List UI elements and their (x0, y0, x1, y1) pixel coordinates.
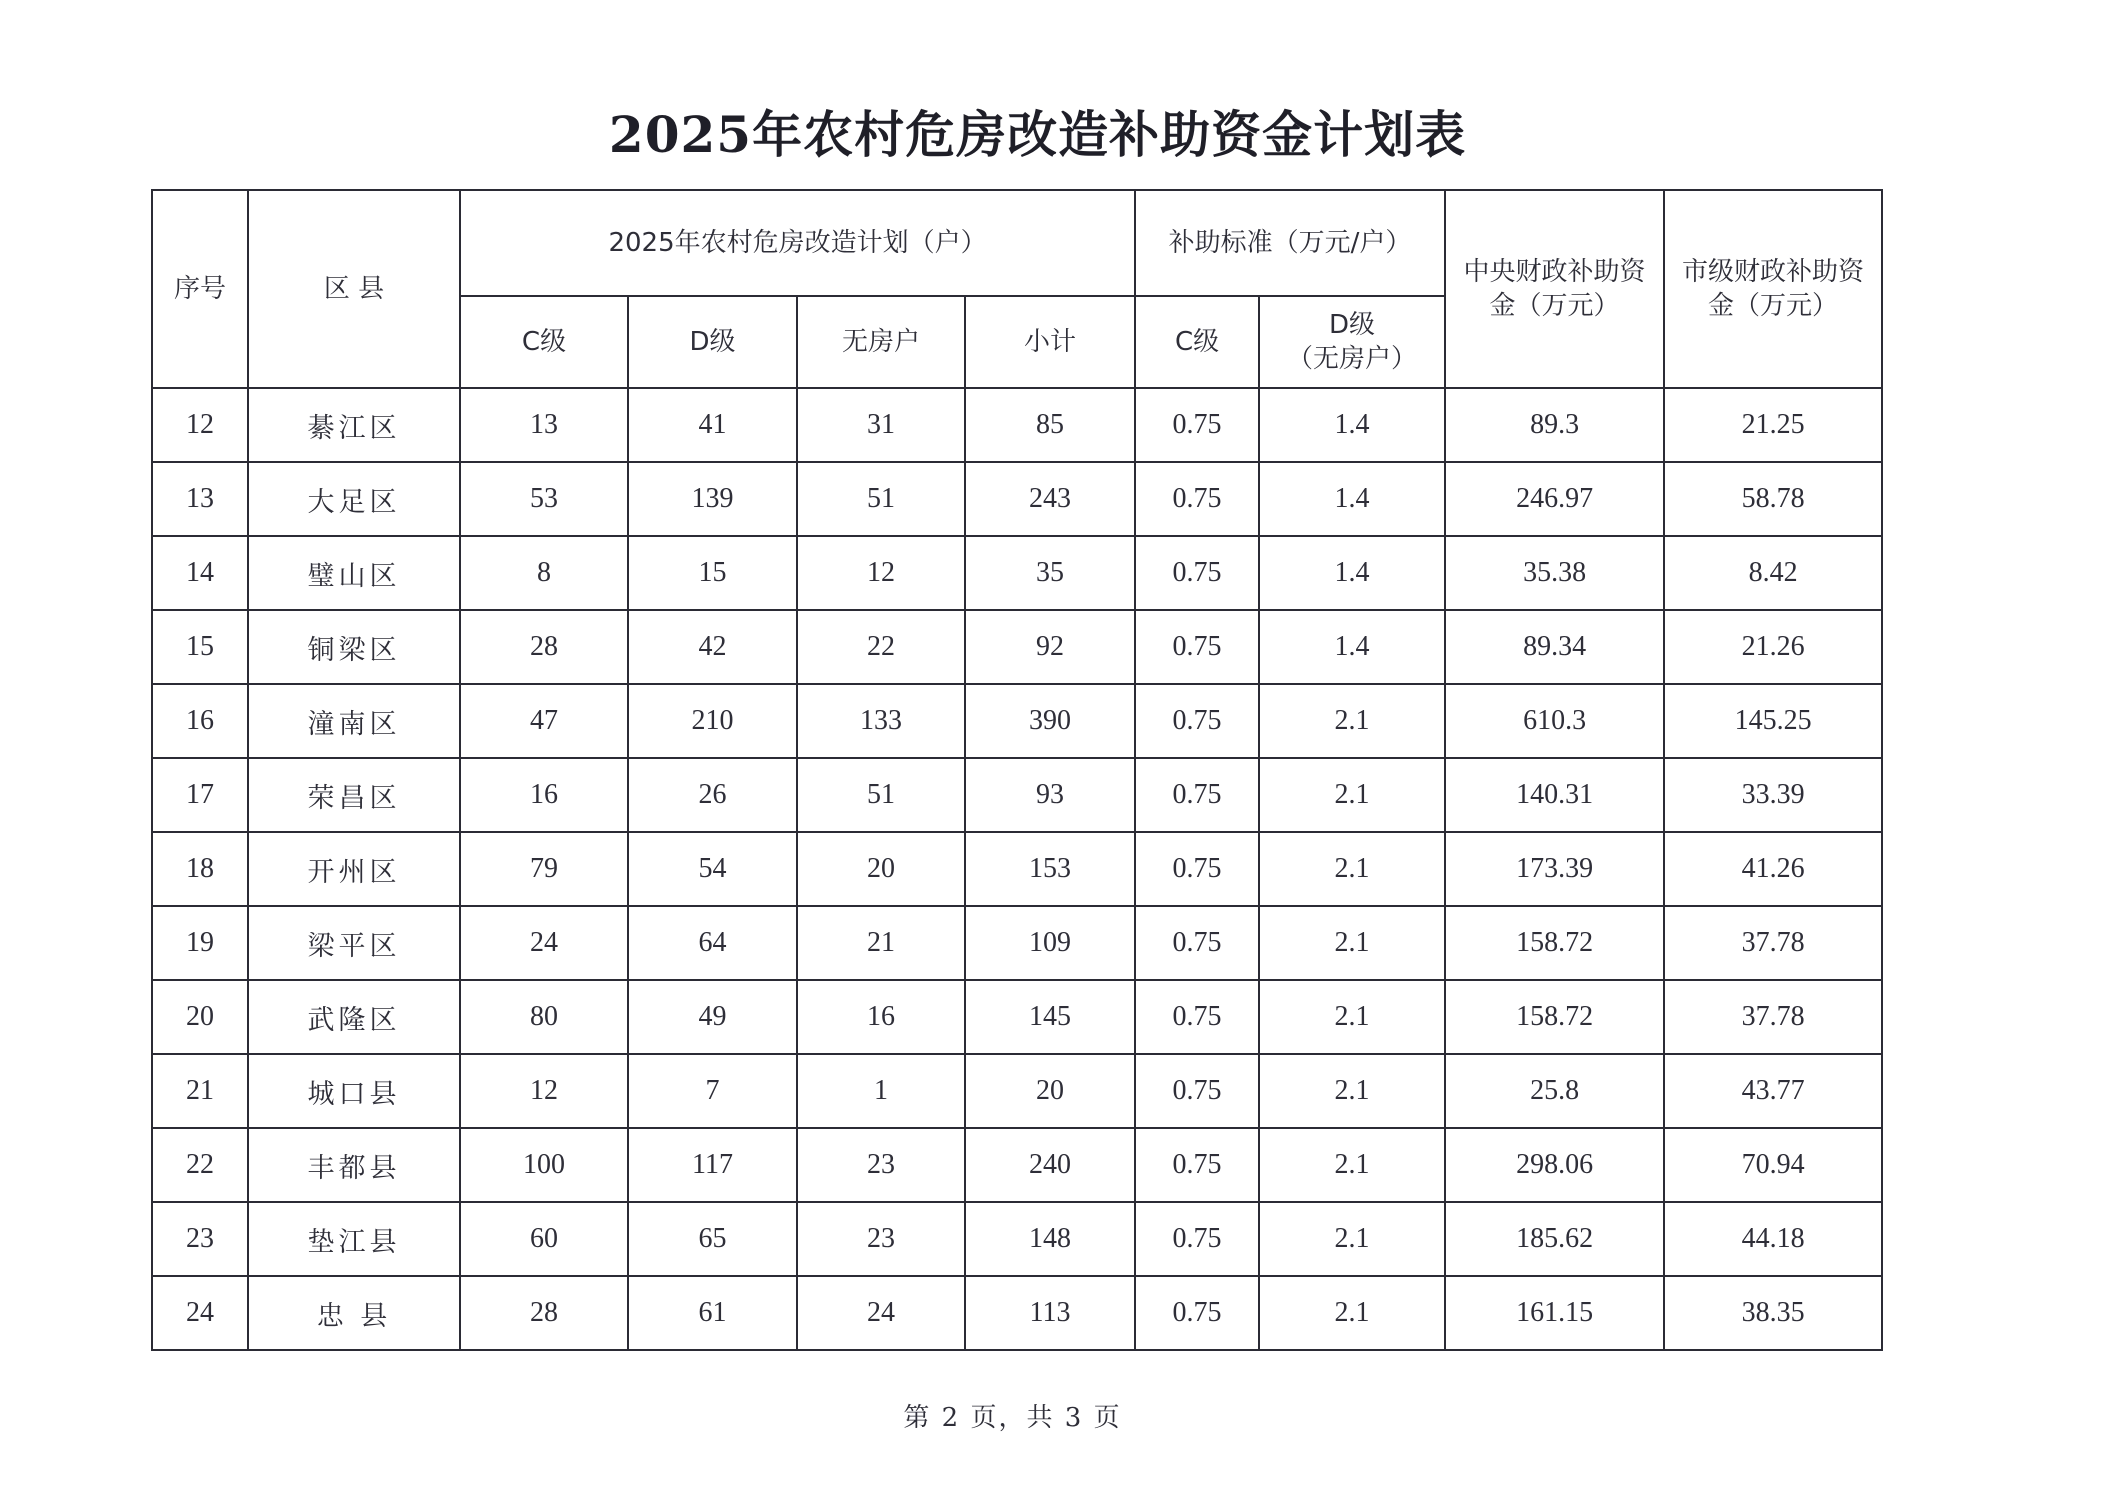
cell-subtotal: 85 (965, 388, 1135, 462)
cell-seq: 20 (152, 980, 248, 1054)
cell-std-c: 0.75 (1135, 610, 1259, 684)
cell-district: 潼南区 (248, 684, 460, 758)
cell-std-d: 2.1 (1259, 980, 1445, 1054)
cell-seq: 22 (152, 1128, 248, 1202)
cell-central: 89.3 (1445, 388, 1664, 462)
cell-seq: 21 (152, 1054, 248, 1128)
table-row (152, 980, 1882, 1054)
cell-c-grade: 60 (460, 1202, 628, 1276)
cell-central: 161.15 (1445, 1276, 1664, 1350)
header-central-line1: 中央财政补助资 (1463, 257, 1646, 287)
cell-std-c: 0.75 (1135, 462, 1259, 536)
cell-c-grade: 100 (460, 1128, 628, 1202)
cell-std-c: 0.75 (1135, 388, 1259, 462)
cell-no-house: 23 (797, 1128, 965, 1202)
cell-central: 158.72 (1445, 980, 1664, 1054)
subsidy-plan-table (151, 189, 1883, 1351)
header-central-subsidy (1445, 190, 1664, 388)
header-standard-group: 补助标准（万元/户） (1135, 190, 1445, 296)
table-row (152, 832, 1882, 906)
cell-municipal: 44.18 (1664, 1202, 1882, 1276)
cell-d-grade: 26 (628, 758, 797, 832)
cell-d-grade: 7 (628, 1054, 797, 1128)
cell-d-grade: 139 (628, 462, 797, 536)
cell-no-house: 133 (797, 684, 965, 758)
header-municipal-line1: 市级财政补助资 (1682, 257, 1865, 287)
cell-std-c: 0.75 (1135, 906, 1259, 980)
cell-c-grade: 79 (460, 832, 628, 906)
cell-c-grade: 16 (460, 758, 628, 832)
cell-municipal: 21.26 (1664, 610, 1882, 684)
page-footer: 第 2 页，共 3 页 (903, 1403, 1122, 1433)
cell-seq: 23 (152, 1202, 248, 1276)
cell-district: 忠 县 (248, 1276, 460, 1350)
cell-d-grade: 15 (628, 536, 797, 610)
cell-std-c: 0.75 (1135, 536, 1259, 610)
cell-seq: 19 (152, 906, 248, 980)
cell-no-house: 31 (797, 388, 965, 462)
cell-seq: 24 (152, 1276, 248, 1350)
cell-subtotal: 153 (965, 832, 1135, 906)
cell-std-d: 2.1 (1259, 758, 1445, 832)
cell-seq: 13 (152, 462, 248, 536)
cell-district: 璧山区 (248, 536, 460, 610)
cell-d-grade: 42 (628, 610, 797, 684)
cell-subtotal: 93 (965, 758, 1135, 832)
header-no-house: 无房户 (797, 296, 965, 388)
cell-district: 武隆区 (248, 980, 460, 1054)
cell-d-grade: 61 (628, 1276, 797, 1350)
cell-subtotal: 109 (965, 906, 1135, 980)
cell-district: 丰都县 (248, 1128, 460, 1202)
header-plan-group: 2025年农村危房改造计划（户） (460, 190, 1135, 296)
cell-no-house: 16 (797, 980, 965, 1054)
cell-municipal: 70.94 (1664, 1128, 1882, 1202)
cell-no-house: 51 (797, 462, 965, 536)
table-row (152, 684, 1882, 758)
cell-no-house: 1 (797, 1054, 965, 1128)
table-row (152, 1202, 1882, 1276)
cell-std-d: 1.4 (1259, 462, 1445, 536)
cell-no-house: 24 (797, 1276, 965, 1350)
header-std-d-line1: D级 (1329, 310, 1376, 340)
header-district: 区 县 (248, 190, 460, 388)
cell-district: 荣昌区 (248, 758, 460, 832)
cell-no-house: 22 (797, 610, 965, 684)
cell-district: 大足区 (248, 462, 460, 536)
cell-central: 246.97 (1445, 462, 1664, 536)
cell-municipal: 41.26 (1664, 832, 1882, 906)
table-row (152, 1128, 1882, 1202)
cell-district: 开州区 (248, 832, 460, 906)
cell-municipal: 37.78 (1664, 980, 1882, 1054)
cell-no-house: 12 (797, 536, 965, 610)
cell-subtotal: 35 (965, 536, 1135, 610)
cell-std-c: 0.75 (1135, 1054, 1259, 1128)
cell-central: 89.34 (1445, 610, 1664, 684)
cell-municipal: 8.42 (1664, 536, 1882, 610)
cell-std-d: 2.1 (1259, 684, 1445, 758)
cell-std-d: 2.1 (1259, 1276, 1445, 1350)
cell-std-c: 0.75 (1135, 1276, 1259, 1350)
cell-subtotal: 92 (965, 610, 1135, 684)
cell-c-grade: 24 (460, 906, 628, 980)
cell-district: 铜梁区 (248, 610, 460, 684)
cell-district: 綦江区 (248, 388, 460, 462)
header-c-grade: C级 (460, 296, 628, 388)
cell-c-grade: 28 (460, 610, 628, 684)
table-row (152, 610, 1882, 684)
cell-std-c: 0.75 (1135, 832, 1259, 906)
header-std-d (1259, 296, 1445, 388)
cell-std-c: 0.75 (1135, 758, 1259, 832)
cell-d-grade: 65 (628, 1202, 797, 1276)
table-row (152, 1054, 1882, 1128)
cell-municipal: 145.25 (1664, 684, 1882, 758)
cell-subtotal: 20 (965, 1054, 1135, 1128)
cell-district: 垫江县 (248, 1202, 460, 1276)
cell-std-d: 2.1 (1259, 906, 1445, 980)
cell-c-grade: 80 (460, 980, 628, 1054)
cell-std-c: 0.75 (1135, 980, 1259, 1054)
cell-std-c: 0.75 (1135, 684, 1259, 758)
cell-d-grade: 117 (628, 1128, 797, 1202)
cell-district: 梁平区 (248, 906, 460, 980)
cell-seq: 17 (152, 758, 248, 832)
table-row (152, 906, 1882, 980)
header-subtotal: 小计 (965, 296, 1135, 388)
cell-municipal: 21.25 (1664, 388, 1882, 462)
cell-subtotal: 240 (965, 1128, 1135, 1202)
cell-std-d: 1.4 (1259, 536, 1445, 610)
cell-municipal: 43.77 (1664, 1054, 1882, 1128)
cell-seq: 15 (152, 610, 248, 684)
table-row (152, 462, 1882, 536)
cell-std-d: 2.1 (1259, 1128, 1445, 1202)
cell-d-grade: 54 (628, 832, 797, 906)
cell-central: 610.3 (1445, 684, 1664, 758)
cell-central: 140.31 (1445, 758, 1664, 832)
cell-std-c: 0.75 (1135, 1128, 1259, 1202)
table-row (152, 388, 1882, 462)
cell-c-grade: 8 (460, 536, 628, 610)
cell-central: 185.62 (1445, 1202, 1664, 1276)
cell-municipal: 38.35 (1664, 1276, 1882, 1350)
cell-municipal: 37.78 (1664, 906, 1882, 980)
cell-subtotal: 148 (965, 1202, 1135, 1276)
cell-central: 158.72 (1445, 906, 1664, 980)
cell-no-house: 20 (797, 832, 965, 906)
cell-d-grade: 49 (628, 980, 797, 1054)
cell-no-house: 51 (797, 758, 965, 832)
table-row (152, 1276, 1882, 1350)
cell-central: 298.06 (1445, 1128, 1664, 1202)
header-std-c: C级 (1135, 296, 1259, 388)
header-municipal-subsidy (1664, 190, 1882, 388)
cell-no-house: 21 (797, 906, 965, 980)
cell-c-grade: 47 (460, 684, 628, 758)
page-title: 2025年农村危房改造补助资金计划表 (608, 105, 1467, 164)
cell-subtotal: 145 (965, 980, 1135, 1054)
cell-seq: 12 (152, 388, 248, 462)
cell-std-d: 2.1 (1259, 1054, 1445, 1128)
cell-subtotal: 243 (965, 462, 1135, 536)
cell-c-grade: 12 (460, 1054, 628, 1128)
cell-d-grade: 64 (628, 906, 797, 980)
cell-std-c: 0.75 (1135, 1202, 1259, 1276)
cell-central: 25.8 (1445, 1054, 1664, 1128)
table-row (152, 758, 1882, 832)
cell-std-d: 2.1 (1259, 1202, 1445, 1276)
cell-municipal: 58.78 (1664, 462, 1882, 536)
cell-no-house: 23 (797, 1202, 965, 1276)
table-row (152, 536, 1882, 610)
cell-seq: 18 (152, 832, 248, 906)
header-municipal-line2: 金（万元） (1708, 291, 1839, 321)
cell-central: 35.38 (1445, 536, 1664, 610)
cell-std-d: 2.1 (1259, 832, 1445, 906)
cell-subtotal: 390 (965, 684, 1135, 758)
cell-central: 173.39 (1445, 832, 1664, 906)
header-d-grade: D级 (628, 296, 797, 388)
cell-c-grade: 13 (460, 388, 628, 462)
cell-seq: 14 (152, 536, 248, 610)
cell-d-grade: 41 (628, 388, 797, 462)
cell-std-d: 1.4 (1259, 610, 1445, 684)
cell-std-d: 1.4 (1259, 388, 1445, 462)
cell-d-grade: 210 (628, 684, 797, 758)
table-header-row (152, 190, 1882, 296)
header-std-d-line2: （无房户） (1287, 344, 1418, 374)
cell-subtotal: 113 (965, 1276, 1135, 1350)
cell-municipal: 33.39 (1664, 758, 1882, 832)
header-seq: 序号 (152, 190, 248, 388)
cell-c-grade: 53 (460, 462, 628, 536)
cell-seq: 16 (152, 684, 248, 758)
header-central-line2: 金（万元） (1489, 291, 1620, 321)
cell-c-grade: 28 (460, 1276, 628, 1350)
cell-district: 城口县 (248, 1054, 460, 1128)
